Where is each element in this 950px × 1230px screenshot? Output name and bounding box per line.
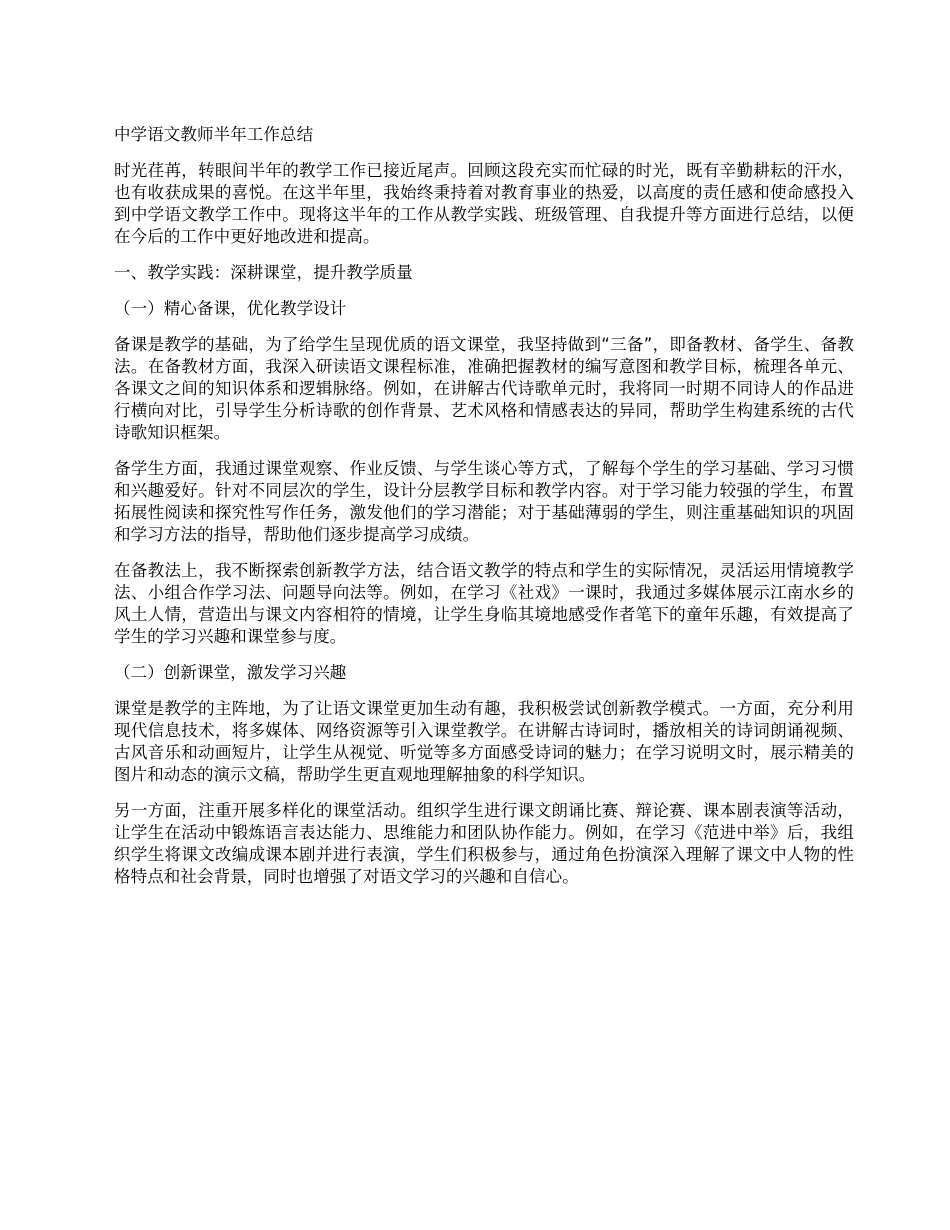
paragraph-prepare-students: 备学生方面，我通过课堂观察、作业反馈、与学生谈心等方式，了解每个学生的学习基础、学习习惯和兴趣爱好。针对不同层次的学生，设计分层教学目标和教学内容。对于学习能力较强的学生，布置拓展性阅读和探究性写作任务，激发他们的学习潜能；对于基础薄弱的学生，则注重基础知识的巩固和学习方法的指导，帮助他们逐步提高学习成绩。 [114, 459, 854, 544]
subsection-heading-lesson-prep: （一）精心备课，优化教学设计 [114, 299, 347, 318]
subsection-heading-innovative-class: （二）创新课堂，激发学习兴趣 [114, 663, 347, 682]
paragraph-prepare-methods: 在备教法上，我不断探索创新教学方法，结合语文教学的特点和学生的实际情况，灵活运用情境教学法、小组合作学习法、问题导向法等。例如，在学习《社戏》一课时，我通过多媒体展示江南水乡的风土人情，营造出与课文内容相符的情境，让学生身临其境地感受作者笔下的童年乐趣，有效提高了学生的学习兴趣和课堂参与度。 [114, 561, 854, 646]
paragraph-technology: 课堂是教学的主阵地，为了让语文课堂更加生动有趣，我积极尝试创新教学模式。一方面，充分利用现代信息技术，将多媒体、网络资源等引入课堂教学。在讲解古诗词时，播放相关的诗词朗诵视频、古风音乐和动画短片，让学生从视觉、听觉等多方面感受诗词的魅力；在学习说明文时，展示精美的图片和动态的演示文稿，帮助学生更直观地理解抽象的科学知识。 [114, 699, 854, 784]
paragraph-activities: 另一方面，注重开展多样化的课堂活动。组织学生进行课文朗诵比赛、辩论赛、课本剧表演等活动，让学生在活动中锻炼语言表达能力、思维能力和团队协作能力。例如，在学习《范进中举》后，我组织学生将课文改编成课本剧并进行表演，学生们积极参与，通过角色扮演深入理解了课文中人物的性格特点和社会背景，同时也增强了对语文学习的兴趣和自信心。 [114, 801, 854, 886]
intro-paragraph: 时光荏苒，转眼间半年的教学工作已接近尾声。回顾这段充实而忙碌的时光，既有辛勤耕耘的汗水，也有收获成果的喜悦。在这半年里，我始终秉持着对教育事业的热爱，以高度的责任感和使命感投入到中学语文教学工作中。现将这半年的工作从教学实践、班级管理、自我提升等方面进行总结，以便在今后的工作中更好地改进和提高。 [114, 161, 854, 246]
section-heading-teaching-practice: 一、教学实践：深耕课堂，提升教学质量 [114, 263, 413, 282]
document-title: 中学语文教师半年工作总结 [114, 125, 314, 144]
paragraph-prepare-materials: 备课是教学的基础，为了给学生呈现优质的语文课堂，我坚持做到“三备”，即备教材、备学生、备教法。在备教材方面，我深入研读语文课程标准，准确把握教材的编写意图和教学目标，梳理各单元、各课文之间的知识体系和逻辑脉络。例如，在讲解古代诗歌单元时，我将同一时期不同诗人的作品进行横向对比，引导学生分析诗歌的创作背景、艺术风格和情感表达的异同，帮助学生构建系统的古代诗歌知识框架。 [114, 335, 854, 442]
